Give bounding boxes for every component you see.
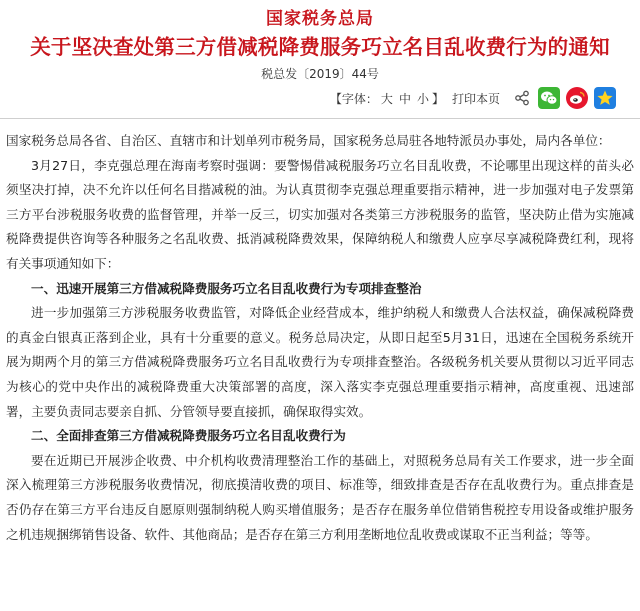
- paragraph-2: 进一步加强第三方涉税服务收费监管，对降低企业经营成本，维护纳税人和缴费人合法权益，确保减税降费的真金白银真正落到企业，具有十分重要的意义。税务总局决定，从即日起至5月31日，迅速在全国税务系统开展为期两个月的第三方借减税降费服务巧立名目乱收费行为专项排查整治。各级税务机关要从贯彻以习近平同志为核心的党中央作出的减税降费重大决策部署的高度，深入落实李克强总理重要指示精神，高度重视、迅速部署，主要负责同志要亲自抓、分管领导要直接抓，确保取得实效。: [6, 305, 634, 419]
- paragraph-3: 要在近期已开展涉企收费、中介机构收费清理整治工作的基础上，对照税务总局有关工作要求，进一步全面深入梳理第三方涉税服务收费情况，彻底摸清收费的项目、标准等，细致排查是否存在乱收费行为。重点排查是否仍存在第三方平台违反自愿原则强制纳税人购买增值服务；是否存在服务单位借销售税控专用设备或维护服务之机违规捆绑销售设备、软件、其他商品；是否存在第三方利用垄断地位乱收费或谋取不正当利益；等等。: [6, 452, 634, 542]
- font-size-prefix: 【字体：: [329, 91, 378, 106]
- share-icon[interactable]: [514, 90, 530, 106]
- notice-body: [6, 129, 634, 547]
- article-toolbar: [330, 85, 616, 111]
- qzone-icon[interactable]: [594, 87, 616, 109]
- wechat-icon[interactable]: [538, 87, 560, 109]
- page-title: 关于坚决查处第三方借减税降费服务巧立名目乱收费行为的通知: [30, 35, 610, 59]
- font-size-switcher: [330, 90, 444, 107]
- section-heading-2: 二、全面排查第三方借减税降费服务巧立名目乱收费行为: [31, 428, 346, 444]
- header-divider: [0, 118, 640, 119]
- document-number: 税总发〔2019〕44号: [261, 67, 379, 81]
- font-size-medium-link[interactable]: 中: [398, 91, 411, 106]
- font-size-suffix: 】: [431, 91, 444, 106]
- paragraph-1: 3月27日，李克强总理在海南考察时强调：要警惕借减税服务巧立名目乱收费，不论哪里出现这样的苗头必须坚决打掉，决不允许以任何名目揩减税的油。为认真贯彻李克强总理重要指示精神，进一步加强对电子发票第三方平台涉税服务收费的监督管理，并举一反三，切实加强对各类第三方涉税服务的监管，坚决防止借为实施减税降费提供咨询等各种服务之名乱收费、抵消减税降费效果，保障纳税人和缴费人应享尽享减税降费红利，现将有关事项通知如下：: [6, 157, 634, 271]
- weibo-icon[interactable]: [566, 87, 588, 109]
- print-page-link[interactable]: 打印本页: [451, 91, 500, 106]
- wechat-bubbles-icon: [540, 90, 558, 106]
- weibo-eye-icon: [568, 90, 586, 106]
- salutation: 国家税务总局各省、自治区、直辖市和计划单列市税务局，国家税务总局驻各地特派员办事处，局内各单位：: [6, 133, 611, 148]
- font-size-large-link[interactable]: 大: [380, 91, 393, 106]
- section-heading-1: 一、迅速开展第三方借减税降费服务巧立名目乱收费行为专项排查整治: [31, 280, 422, 296]
- font-size-small-link[interactable]: 小: [416, 91, 429, 106]
- agency-name: 国家税务总局: [266, 9, 374, 29]
- qzone-star-icon: [596, 89, 614, 107]
